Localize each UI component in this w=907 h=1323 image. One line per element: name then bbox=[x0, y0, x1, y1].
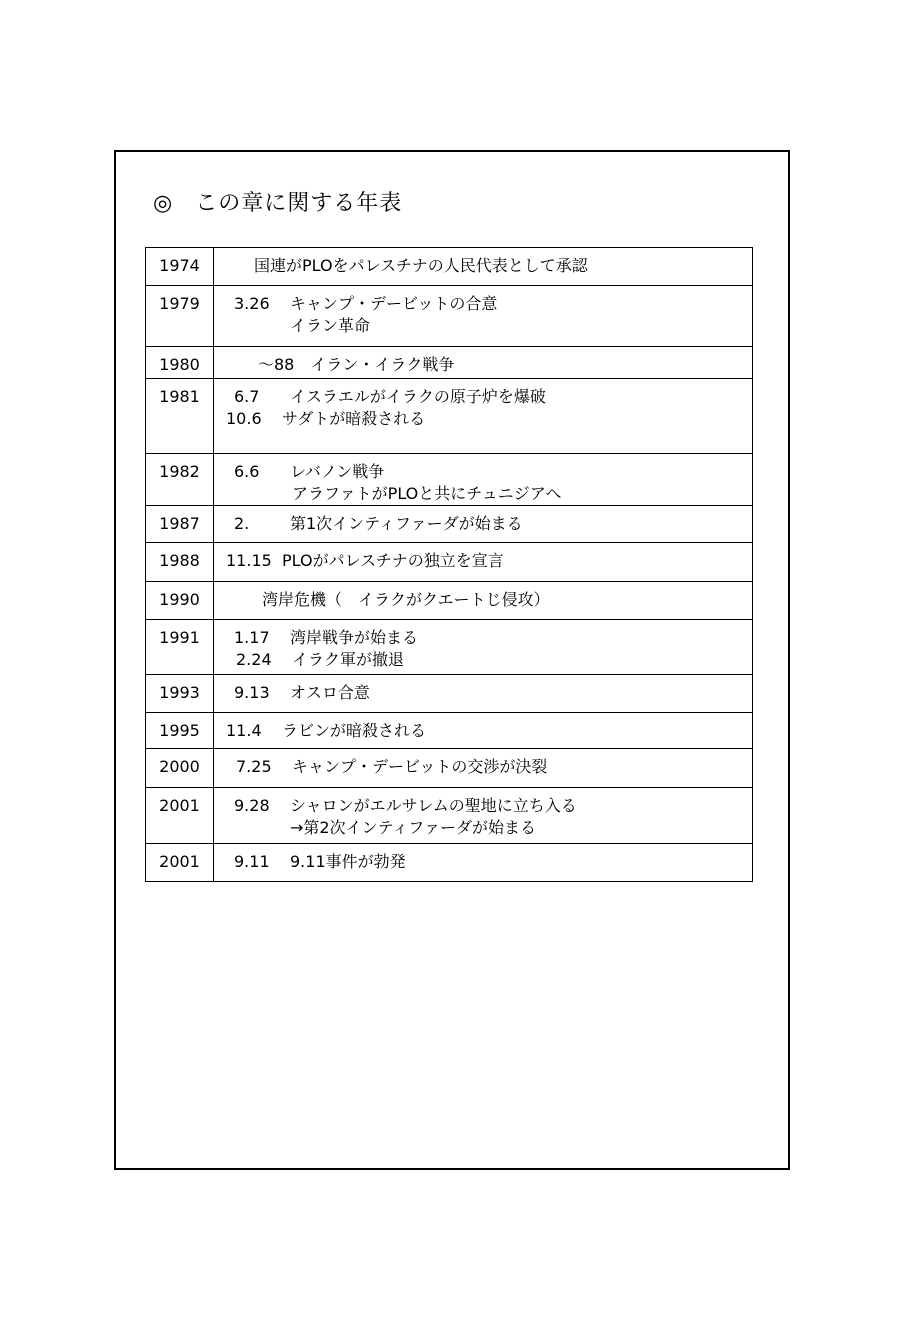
table-row bbox=[146, 582, 753, 620]
chronology-body bbox=[146, 248, 753, 882]
event-text: オスロ合意 bbox=[290, 683, 370, 702]
event-line bbox=[214, 756, 752, 778]
chronology-table bbox=[145, 247, 753, 882]
table-row bbox=[146, 347, 753, 379]
year-cell: 2001 bbox=[146, 788, 214, 844]
event-line bbox=[214, 550, 752, 572]
event-cell bbox=[214, 675, 753, 713]
event-line bbox=[214, 589, 752, 611]
event-date: 2.24 bbox=[236, 650, 272, 669]
event-cell bbox=[214, 286, 753, 347]
table-row bbox=[146, 248, 753, 286]
table-row bbox=[146, 844, 753, 882]
event-date: 3.26 bbox=[234, 294, 270, 313]
event-text: PLOがパレスチナの独立を宣言 bbox=[282, 551, 504, 570]
event-date: 7.25 bbox=[236, 757, 272, 776]
event-text: イスラエルがイラクの原子炉を爆破 bbox=[290, 387, 546, 406]
year-cell: 1981 bbox=[146, 379, 214, 454]
year-cell: 2001 bbox=[146, 844, 214, 882]
year-cell: 1974 bbox=[146, 248, 214, 286]
table-row bbox=[146, 543, 753, 582]
event-text: →第2次インティファーダが始まる bbox=[290, 818, 536, 837]
event-line bbox=[214, 627, 752, 649]
table-row bbox=[146, 379, 753, 454]
event-cell bbox=[214, 582, 753, 620]
event-line bbox=[214, 461, 752, 483]
event-cell bbox=[214, 506, 753, 543]
year-cell: 1979 bbox=[146, 286, 214, 347]
event-text: 湾岸危機（ イラクがクエートじ侵攻） bbox=[262, 590, 550, 609]
table-row bbox=[146, 749, 753, 788]
event-line bbox=[214, 255, 752, 277]
event-cell bbox=[214, 347, 753, 379]
event-line bbox=[214, 315, 752, 337]
table-row bbox=[146, 286, 753, 347]
event-cell bbox=[214, 788, 753, 844]
event-text: ～88 イラン・イラク戦争 bbox=[258, 355, 455, 374]
event-line bbox=[214, 293, 752, 315]
year-cell: 1995 bbox=[146, 713, 214, 749]
event-line bbox=[214, 386, 752, 408]
table-row bbox=[146, 713, 753, 749]
event-date: 11.15 bbox=[226, 551, 272, 570]
year-cell: 1987 bbox=[146, 506, 214, 543]
event-date: 2. bbox=[234, 514, 250, 533]
event-line bbox=[214, 682, 752, 704]
event-cell bbox=[214, 379, 753, 454]
event-cell bbox=[214, 454, 753, 506]
event-date: 11.4 bbox=[226, 721, 262, 740]
double-circle-icon: ◎ bbox=[153, 191, 174, 216]
table-row bbox=[146, 675, 753, 713]
event-text: レバノン戦争 bbox=[290, 462, 385, 481]
event-line bbox=[214, 720, 752, 742]
event-text: シャロンがエルサレムの聖地に立ち入る bbox=[290, 796, 577, 815]
event-line bbox=[214, 851, 752, 873]
year-cell: 1982 bbox=[146, 454, 214, 506]
event-cell bbox=[214, 749, 753, 788]
event-date: 9.28 bbox=[234, 796, 270, 815]
event-cell bbox=[214, 620, 753, 675]
event-text: アラファトがPLOと共にチュニジアへ bbox=[292, 484, 562, 503]
event-text: イラン革命 bbox=[290, 316, 371, 335]
event-text: 国連がPLOをパレスチナの人民代表として承認 bbox=[254, 256, 588, 275]
event-date: 9.11 bbox=[234, 852, 270, 871]
event-date: 10.6 bbox=[226, 409, 262, 428]
event-cell bbox=[214, 713, 753, 749]
year-cell: 1990 bbox=[146, 582, 214, 620]
event-text: 湾岸戦争が始まる bbox=[290, 628, 419, 647]
event-text: 9.11事件が勃発 bbox=[290, 852, 406, 871]
page-title-text: この章に関する年表 bbox=[195, 191, 403, 216]
event-line bbox=[214, 354, 752, 376]
table-row bbox=[146, 620, 753, 675]
event-date: 6.7 bbox=[234, 387, 260, 406]
year-cell: 1988 bbox=[146, 543, 214, 582]
table-row bbox=[146, 454, 753, 506]
year-cell: 1993 bbox=[146, 675, 214, 713]
event-text: イラク軍が撤退 bbox=[292, 650, 405, 669]
year-cell: 2000 bbox=[146, 749, 214, 788]
event-text: サダトが暗殺される bbox=[282, 409, 426, 428]
page-title bbox=[153, 186, 402, 217]
table-row bbox=[146, 506, 753, 543]
event-line bbox=[214, 483, 752, 505]
event-text: キャンプ・デービットの交渉が決裂 bbox=[292, 757, 548, 776]
event-date: 6.6 bbox=[234, 462, 260, 481]
event-cell bbox=[214, 248, 753, 286]
event-text: 第1次インティファーダが始まる bbox=[290, 514, 523, 533]
event-line bbox=[214, 649, 752, 671]
event-cell bbox=[214, 844, 753, 882]
table-row bbox=[146, 788, 753, 844]
event-line bbox=[214, 795, 752, 817]
event-text: キャンプ・デービットの合意 bbox=[290, 294, 498, 313]
event-line bbox=[214, 513, 752, 535]
event-cell bbox=[214, 543, 753, 582]
year-cell: 1980 bbox=[146, 347, 214, 379]
year-cell: 1991 bbox=[146, 620, 214, 675]
event-date: 1.17 bbox=[234, 628, 270, 647]
event-line bbox=[214, 817, 752, 839]
event-date: 9.13 bbox=[234, 683, 270, 702]
event-line bbox=[214, 408, 752, 430]
event-text: ラビンが暗殺される bbox=[282, 721, 427, 740]
